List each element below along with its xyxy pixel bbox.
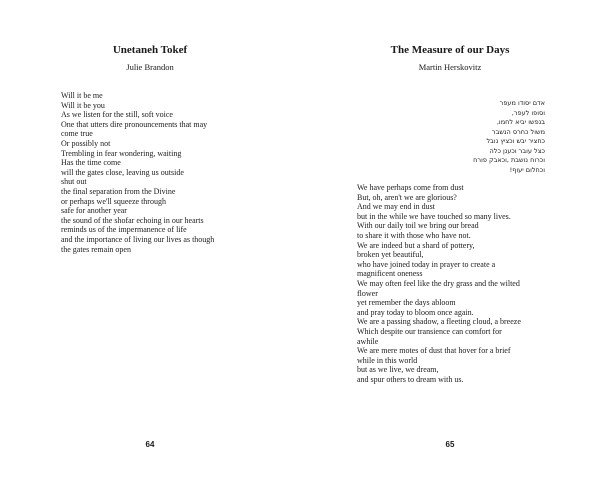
poem-line: reminds us of the impermanence of life (61, 225, 187, 235)
poem-line: With our daily toil we bring our bread (357, 221, 479, 231)
right-page (300, 0, 600, 480)
page-number: 64 (145, 440, 155, 449)
poem-line: We are a passing shadow, a fleeting cloud, a breeze (357, 317, 521, 327)
poem-line: But, oh, aren't we are glorious? (357, 192, 457, 202)
poem-line: And we may end in dust (357, 202, 435, 212)
poem-line: וסופו לעפר, (511, 108, 545, 117)
poem-line: will the gates close, leaving us outside (61, 167, 184, 177)
poem-line: but as we live, we dream, (357, 365, 439, 375)
poem-line: We may often feel like the dry grass and the wilted (357, 278, 520, 288)
poem-line: We are indeed but a shard of pottery, (357, 240, 475, 250)
author-name: Julie Brandon (126, 62, 174, 72)
page-title: Unetaneh Tokef (112, 44, 188, 56)
poem-line: וכרוח נושבת ,וכאבק פורח (473, 156, 545, 164)
poem-line: משול כחרס הנשבר (491, 127, 545, 136)
poem-line: awhile (357, 336, 379, 346)
poem-line: safe for another year (61, 206, 127, 216)
author-name: Martin Herskovitz (418, 62, 482, 72)
poem-line: yet remember the days abloom (357, 298, 456, 308)
page-title: The Measure of our Days (390, 44, 510, 56)
poem-line: or perhaps we'll squeeze through (61, 196, 166, 206)
poem-line: magnificent oneness (357, 269, 423, 279)
poem-line: to share it with those who have not. (357, 230, 471, 240)
poem-line: Or possibly not (61, 138, 111, 148)
poem-line: broken yet beautiful, (357, 250, 424, 260)
poem-line: while in this world (357, 355, 418, 365)
poem-line: shut out (61, 177, 87, 187)
poem-line: One that utters dire pronouncements that may (61, 119, 208, 129)
poem-line: We have perhaps come from dust (357, 183, 464, 192)
poem-line: the gates remain open (61, 244, 131, 254)
poem-line: Trembling in fear wondering, waiting (61, 148, 182, 158)
poem-line: כחציר יבש וכציץ נובל (486, 137, 545, 145)
poem-line: We are mere motes of dust that hover for a brief (357, 346, 511, 356)
hebrew-verse (365, 99, 545, 175)
poem-line: Will it be me (61, 91, 103, 100)
poem-line: flower (357, 288, 378, 298)
poem-line: but in the while we have touched so many lives. (357, 211, 511, 221)
poem-line: בנפשו יביא לחמו, (496, 118, 545, 126)
poem-line: Which despite our transience can comfort for (357, 326, 502, 336)
poem-line: Will it be you (61, 100, 105, 110)
poem-body (61, 91, 281, 254)
poem-line: who have joined today in prayer to create a (357, 259, 496, 269)
page-number: 65 (445, 440, 455, 449)
poem-body (357, 183, 553, 384)
poem-line: the sound of the shofar echoing in our hearts (61, 215, 204, 225)
poem-line: and pray today to bloom once again. (357, 307, 474, 317)
poem-line: כצל עובר וכענן כלה (489, 146, 545, 155)
poem-line: Has the time come (61, 158, 121, 168)
poem-line: וכחלום יעוף! (509, 165, 545, 174)
poem-line: the final separation from the Divine (61, 186, 176, 196)
poem-line: As we listen for the still, soft voice (61, 110, 173, 120)
poem-line: come true (61, 129, 93, 139)
poem-line: אדם יסודו מעפר (499, 99, 545, 107)
poem-line: and spur others to dream with us. (357, 374, 464, 384)
poem-line: and the importance of living our lives as though (61, 234, 215, 244)
